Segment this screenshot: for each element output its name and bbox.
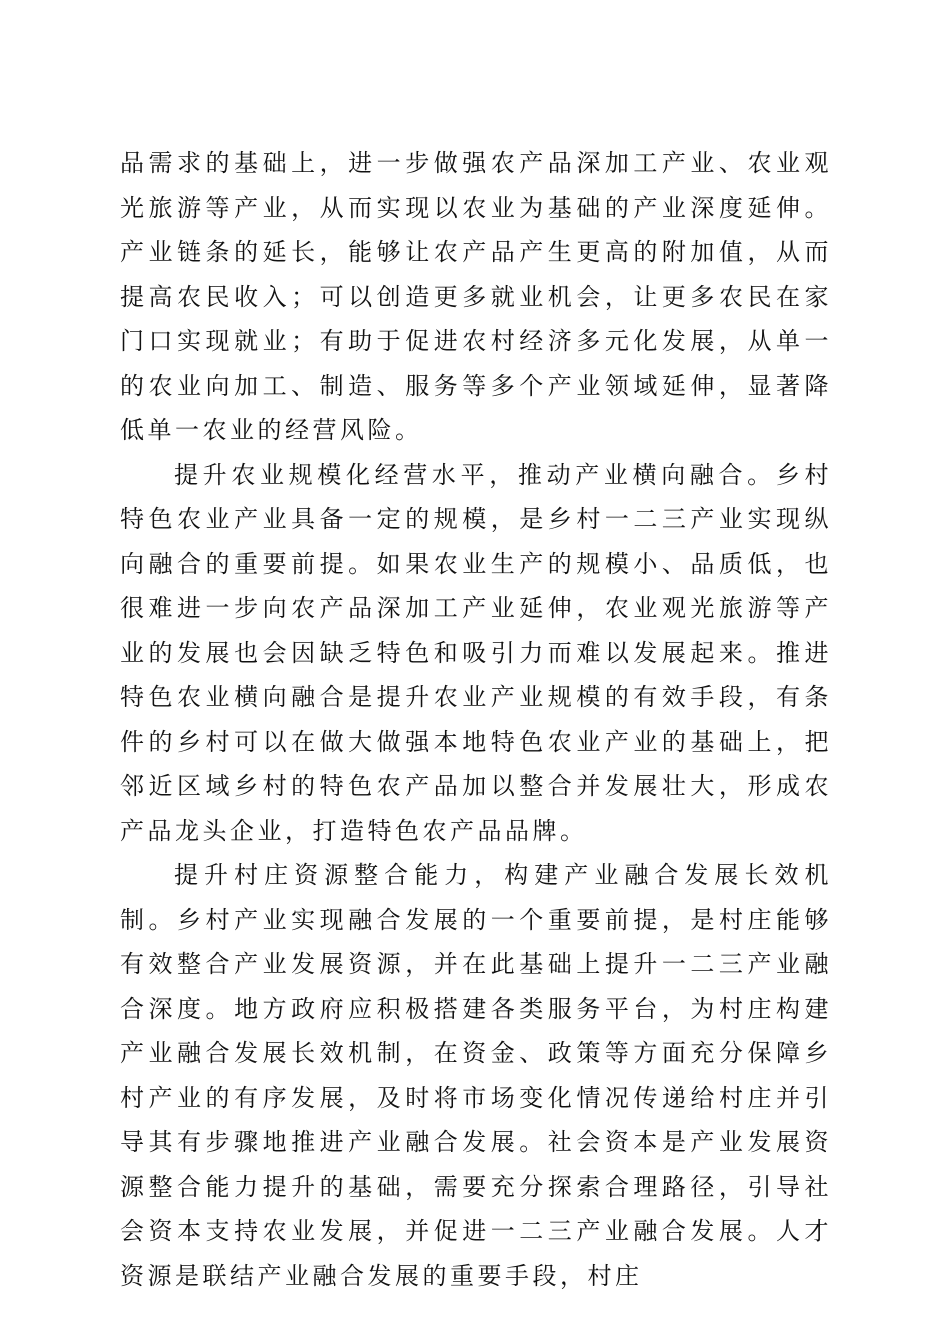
document-page (120, 141, 832, 1298)
paragraph-horizontal-integration: 提升农业规模化经营水平，推动产业横向融合。乡村特色农业产业具备一定的规模，是乡村一二三产业实现纵向融合的重要前提。如果农业生产的规模小、品质低，也很难进一步向农产品深加工产业延伸，农业观光旅游等产业的发展也会因缺乏特色和吸引力而难以发展起来。推进特色农业横向融合是提升农业产业规模的有效手段，有条件的乡村可以在做大做强本地特色农业产业的基础上，把邻近区域乡村的特色农产品加以整合并发展壮大，形成农产品龙头企业，打造特色农产品品牌。 (120, 460, 832, 845)
paragraph-resource-integration: 提升村庄资源整合能力，构建产业融合发展长效机制。乡村产业实现融合发展的一个重要前提，是村庄能够有效整合产业发展资源，并在此基础上提升一二三产业融合深度。地方政府应积极搭建各类服务平台，为村庄构建产业融合发展长效机制，在资金、政策等方面充分保障乡村产业的有序发展，及时将市场变化情况传递给村庄并引导其有步骤地推进产业融合发展。社会资本是产业发展资源整合能力提升的基础，需要充分探索合理路径，引导社会资本支持农业发展，并促进一二三产业融合发展。人才资源是联结产业融合发展的重要手段，村庄 (120, 861, 832, 1290)
paragraph-continuation: 品需求的基础上，进一步做强农产品深加工产业、农业观光旅游等产业，从而实现以农业为基础的产业深度延伸。产业链条的延长，能够让农产品产生更高的附加值，从而提高农民收入；可以创造更多就业机会，让更多农民在家门口实现就业；有助于促进农村经济多元化发展，从单一的农业向加工、制造、服务等多个产业领域延伸，显著降低单一农业的经营风险。 (120, 149, 832, 444)
